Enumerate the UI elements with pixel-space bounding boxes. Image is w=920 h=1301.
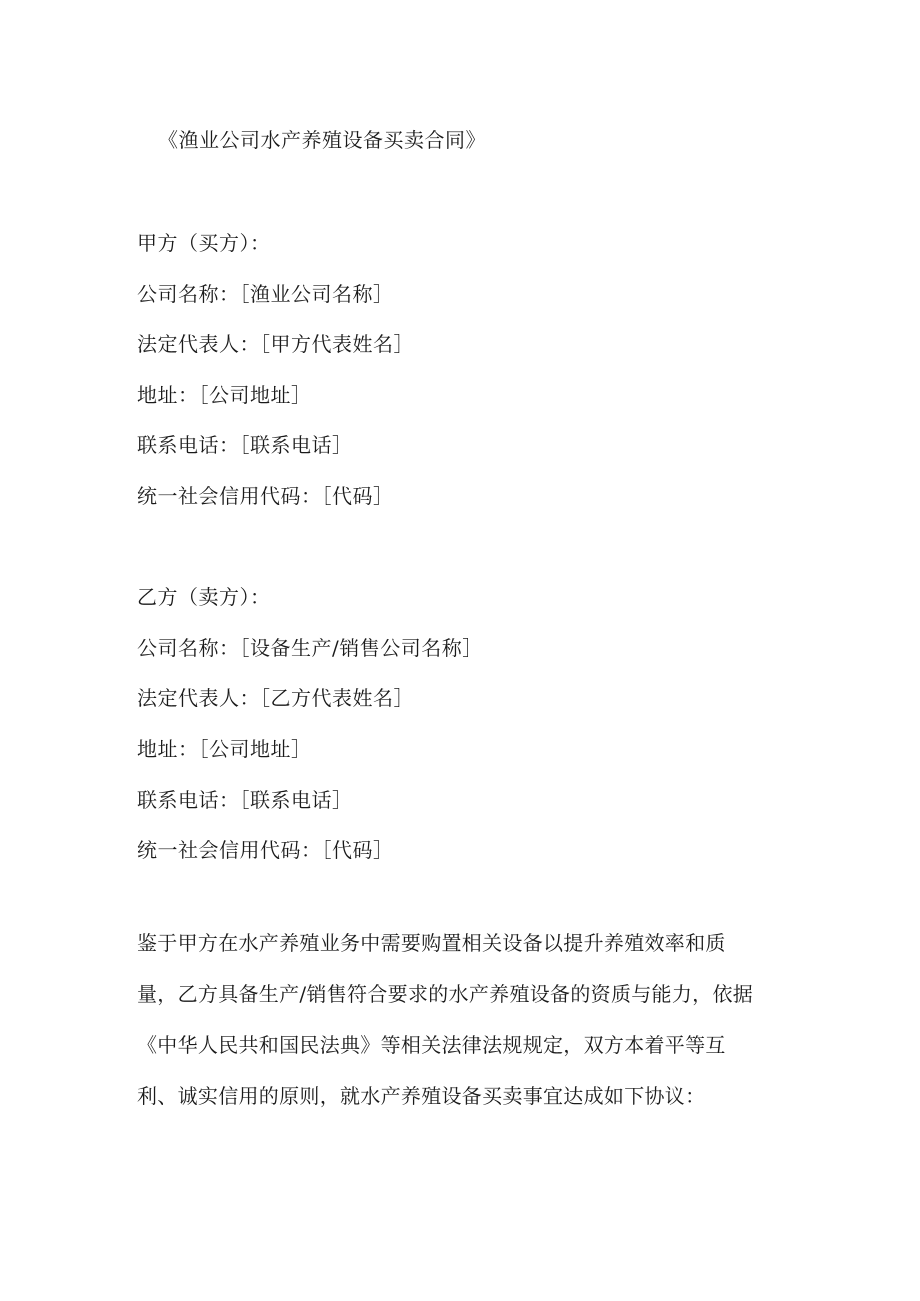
preamble-line: 鉴于甲方在水产养殖业务中需要购置相关设备以提升养殖效率和质: [137, 931, 726, 955]
party-b-company: 公司名称：［设备生产/销售公司名称］: [137, 636, 483, 660]
preamble-paragraph: [137, 928, 777, 1132]
party-b-representative: 法定代表人：［乙方代表姓名］: [137, 686, 414, 710]
party-b-address: 地址：［公司地址］: [137, 737, 312, 761]
party-b-heading: 乙方（卖方）：: [137, 585, 271, 609]
party-a-representative: 法定代表人：［甲方代表姓名］: [137, 332, 414, 356]
preamble-line: 量，乙方具备生产/销售符合要求的水产养殖设备的资质与能力，依据: [137, 982, 754, 1006]
party-a-credit-code: 统一社会信用代码：［代码］: [137, 484, 394, 508]
preamble-line: 《中华人民共和国民法典》等相关法律法规规定，双方本着平等互: [137, 1033, 726, 1057]
party-b-phone: 联系电话：［联系电话］: [137, 788, 353, 812]
party-a-address: 地址：［公司地址］: [137, 383, 312, 407]
preamble-line: 利、诚实信用的原则，就水产养殖设备买卖事宜达成如下协议：: [137, 1084, 706, 1108]
party-b-credit-code: 统一社会信用代码：［代码］: [137, 838, 394, 862]
party-a-company: 公司名称：［渔业公司名称］: [137, 282, 394, 306]
party-a-phone: 联系电话：［联系电话］: [137, 433, 353, 457]
contract-title: 《渔业公司水产养殖设备买卖合同》: [158, 128, 486, 152]
party-a-heading: 甲方（买方）：: [137, 231, 271, 255]
